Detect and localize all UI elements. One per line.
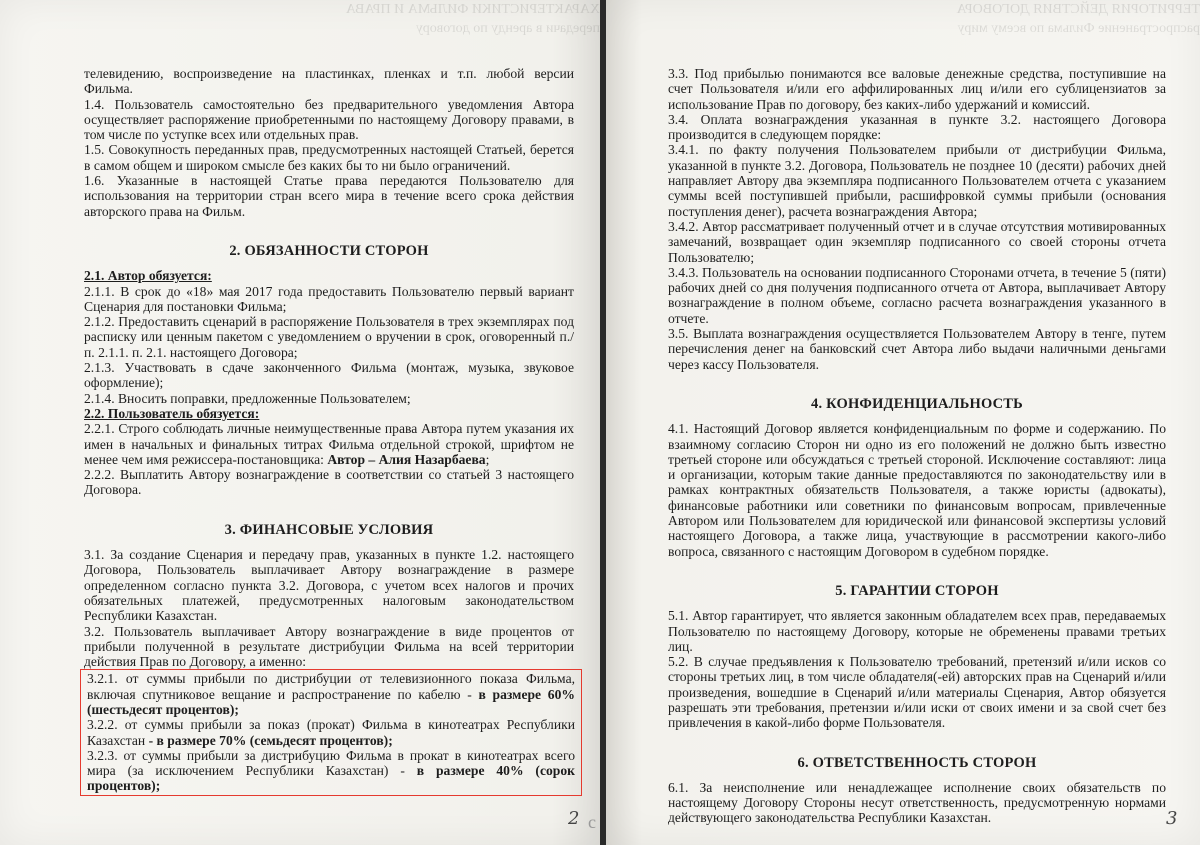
clause-3-2: 3.2. Пользователь выплачивает Автору вознаграждение в виде процентов от прибыли полученной в результате дистрибуции Фильма на всей территории действия Прав по Договору, а именно: xyxy=(84,623,574,670)
subsection-2-2-heading: 2.2. Пользователь обязуется: xyxy=(84,405,260,421)
clause-2-1-2: 2.1.2. Предоставить сценарий в распоряжение Пользователя в трех экземплярах под расписку или ценным пакетом с уведомлением о вручении в срок, оговоренный п./п. 2.1.1. п. 2.1. настоящего Договора; xyxy=(84,314,574,360)
paragraph-1-6: 1.6. Указанные в настоящей Статье права передаются Пользователю для использования на территории стран всего мира в течение всего срока действия авторского права на Фильм. xyxy=(84,173,574,219)
clause-2-1-3: 2.1.3. Участвовать в сдаче законченного Фильма (монтаж, музыка, звуковое оформление); xyxy=(84,360,574,391)
author-name: Автор – Алия Назарбаева xyxy=(327,451,486,467)
clause-3-2-3: 3.2.3. от суммы прибыли за дистрибуцию Фильма в прокат в кинотеатрах всего мира (за исключением Республики Казахстан) - в размере 40% (сорок процентов); xyxy=(87,747,575,794)
right-page xyxy=(606,0,1200,845)
bleed-through-text: ТЕРРИТОРИЯ ДЕЙСТВИЯ ДОГОВОРА распространение Фильма по всему миру xyxy=(956,2,1200,36)
clause-3-3: 3.3. Под прибылью понимаются все валовые денежные средства, поступившие на счет Пользователя и/или его аффилированных лиц и/или его сублицензиатов за использование Прав по договору, без каких-либо удержаний и комиссий. xyxy=(668,66,1166,112)
clause-2-2-2: 2.2.2. Выплатить Автору вознаграждение в соответствии со статьей 3 настоящего Договора. xyxy=(84,467,574,498)
clause-3-4: 3.4. Оплата вознаграждения указанная в пункте 3.2. настоящего Договора производится в следующем порядке: xyxy=(668,111,1166,143)
page-number: 2 xyxy=(568,808,580,829)
clause-5-1: 5.1. Автор гарантирует, что является законным обладателем всех прав, передаваемых Пользователю по настоящему Договору, которые не обременены правами третьих лиц. xyxy=(668,608,1166,654)
clause-3-4-3: 3.4.3. Пользователь на основании подписанного Сторонами отчета, в течение 5 (пяти) рабочих дней со дня получения подписанного отчета от Автора, выплачивает Автору вознаграждение в полном объеме, согласно расчета вознаграждения указанного в отчете. xyxy=(668,264,1166,326)
paragraph-1-5: 1.5. Совокупность переданных прав, предусмотренных настоящей Статьей, берется в самом общем и широком смысле без каких бы то ни было ограничений. xyxy=(84,142,574,173)
paragraph-1-3-tail: телевидению, воспроизведение на пластинках, пленках и т.п. любой версии Фильма. xyxy=(84,66,574,97)
clause-3-4-1: 3.4.1. по факту получения Пользователем прибыли от дистрибуции Фильма, указанной в пункте 3.2. Договора, Пользователь не позднее 10 (десяти) рабочих дней направляет Автору два экземпляра подписанного Пользователем отчета с указанием суммы всей поступившей прибыли, расшифровкой суммы прибыли (основания поступления денег), расчета вознаграждения Автора; xyxy=(668,142,1166,219)
clause-2-2-1: 2.2.1. Строго соблюдать личные неимущественные права Автора путем указания их имен в начальных и финальных титрах Фильма отдельной строкой, шрифтом не менее чем имя режиссера-постановщика: Автор – Алия Назарбаева; xyxy=(84,421,574,467)
clause-4-1: 4.1. Настоящий Договор является конфиденциальным по форме и содержанию. По взаимному согласию Сторон ни одно из его положений не должно быть известно третьей стороне или обсуждаться с третьей стороной. Исключение составляют: лица и организации, которым такие данные предоставляются по законодательству или в рамках контрактных обязательств Пользователя, а также юристы (адвокаты), финансовые работники или советники по финансовым вопросам, привлеченные Автором или Пользователем для юридической или финансовой экспертизы условий настоящего Договора, а также лица, участвующие в рассмотрении какого-либо вопроса, связанного с настоящим Договором в судебном порядке. xyxy=(668,421,1166,559)
page-number: 3 xyxy=(1166,808,1178,829)
paragraph-1-4: 1.4. Пользователь самостоятельно без предварительного уведомления Автора осуществляет распоряжение приобретенными по настоящему Договору правами, в том числе по уступке всех или отдельных прав. xyxy=(84,96,574,143)
highlighted-clauses-box xyxy=(80,669,582,795)
right-page-content xyxy=(668,66,1166,826)
edge-mark: с xyxy=(588,812,596,832)
left-page-content xyxy=(84,66,574,796)
clause-3-5: 3.5. Выплата вознаграждения осуществляется Пользователем Автору в тенге, путем перечисления денег на банковский счет Автора либо выдачи наличными деньгами через кассу Пользователя. xyxy=(668,326,1166,372)
clause-2-1-1: 2.1.1. В срок до «18» мая 2017 года предоставить Пользователю первый вариант Сценария для постановки Фильма; xyxy=(84,283,574,314)
section-2-title: 2. ОБЯЗАННОСТИ СТОРОН xyxy=(229,242,429,259)
clause-5-2: 5.2. В случае предъявления к Пользователю требований, претензий и/или исков со стороны третьих лиц, в том числе обладателя(-ей) авторских прав на Сценарий и/или произведения, вошедшие в Сценарий и/или материалы Сценария, Автор обязуется разрешать эти требования, претензии и/или иски от своих имени и за свой счет без привлечения в какой-либо форме Пользователя. xyxy=(668,654,1166,731)
clause-3-2-2: 3.2.2. от суммы прибыли за показ (прокат) Фильма в кинотеатрах Республики Казахстан - в размере 70% (семьдесят процентов); xyxy=(87,717,575,748)
clause-3-4-2: 3.4.2. Автор рассматривает полученный отчет и в случае отсутствия мотивированных замечаний, возвращает один экземпляр подписанного со своей стороны отчета Пользователю; xyxy=(668,218,1166,265)
subsection-2-1-heading: 2.1. Автор обязуется: xyxy=(84,268,212,284)
section-4-title: 4. КОНФИДЕНЦИАЛЬНОСТЬ xyxy=(811,395,1023,412)
section-3-title: 3. ФИНАНСОВЫЕ УСЛОВИЯ xyxy=(224,521,434,538)
section-6-title: 6. ОТВЕТСТВЕННОСТЬ СТОРОН xyxy=(797,754,1037,771)
bleed-through-text: ХАРАКТЕРИСТИКИ ФИЛЬМА И ПРАВА передачи в аренду по договору xyxy=(345,2,600,36)
clause-3-1: 3.1. За создание Сценария и передачу прав, указанных в пункте 1.2. настоящего Договора, Пользователь выплачивает Автору вознаграждение в размере определенном согласно пункта 3.2. Договора, с учетом всех налогов и прочих обязательных платежей, предусмотренных налоговым законодательством Республики Казахстан. xyxy=(84,547,574,624)
section-5-title: 5. ГАРАНТИИ СТОРОН xyxy=(835,582,999,599)
clause-3-2-1: 3.2.1. от суммы прибыли по дистрибуции от телевизионного показа Фильма, включая спутниковое вещание и распространение по кабелю - в размере 60% (шестьдесят процентов); xyxy=(87,671,575,717)
clause-2-1-4: 2.1.4. Вносить поправки, предложенные Пользователем; xyxy=(84,390,411,406)
clause-6-1: 6.1. За неисполнение или ненадлежащее исполнение своих обязательств по настоящему Договору Стороны несут ответственность, предусмотренную нормами действующего законодательства Республики Казахстан. xyxy=(668,779,1166,826)
